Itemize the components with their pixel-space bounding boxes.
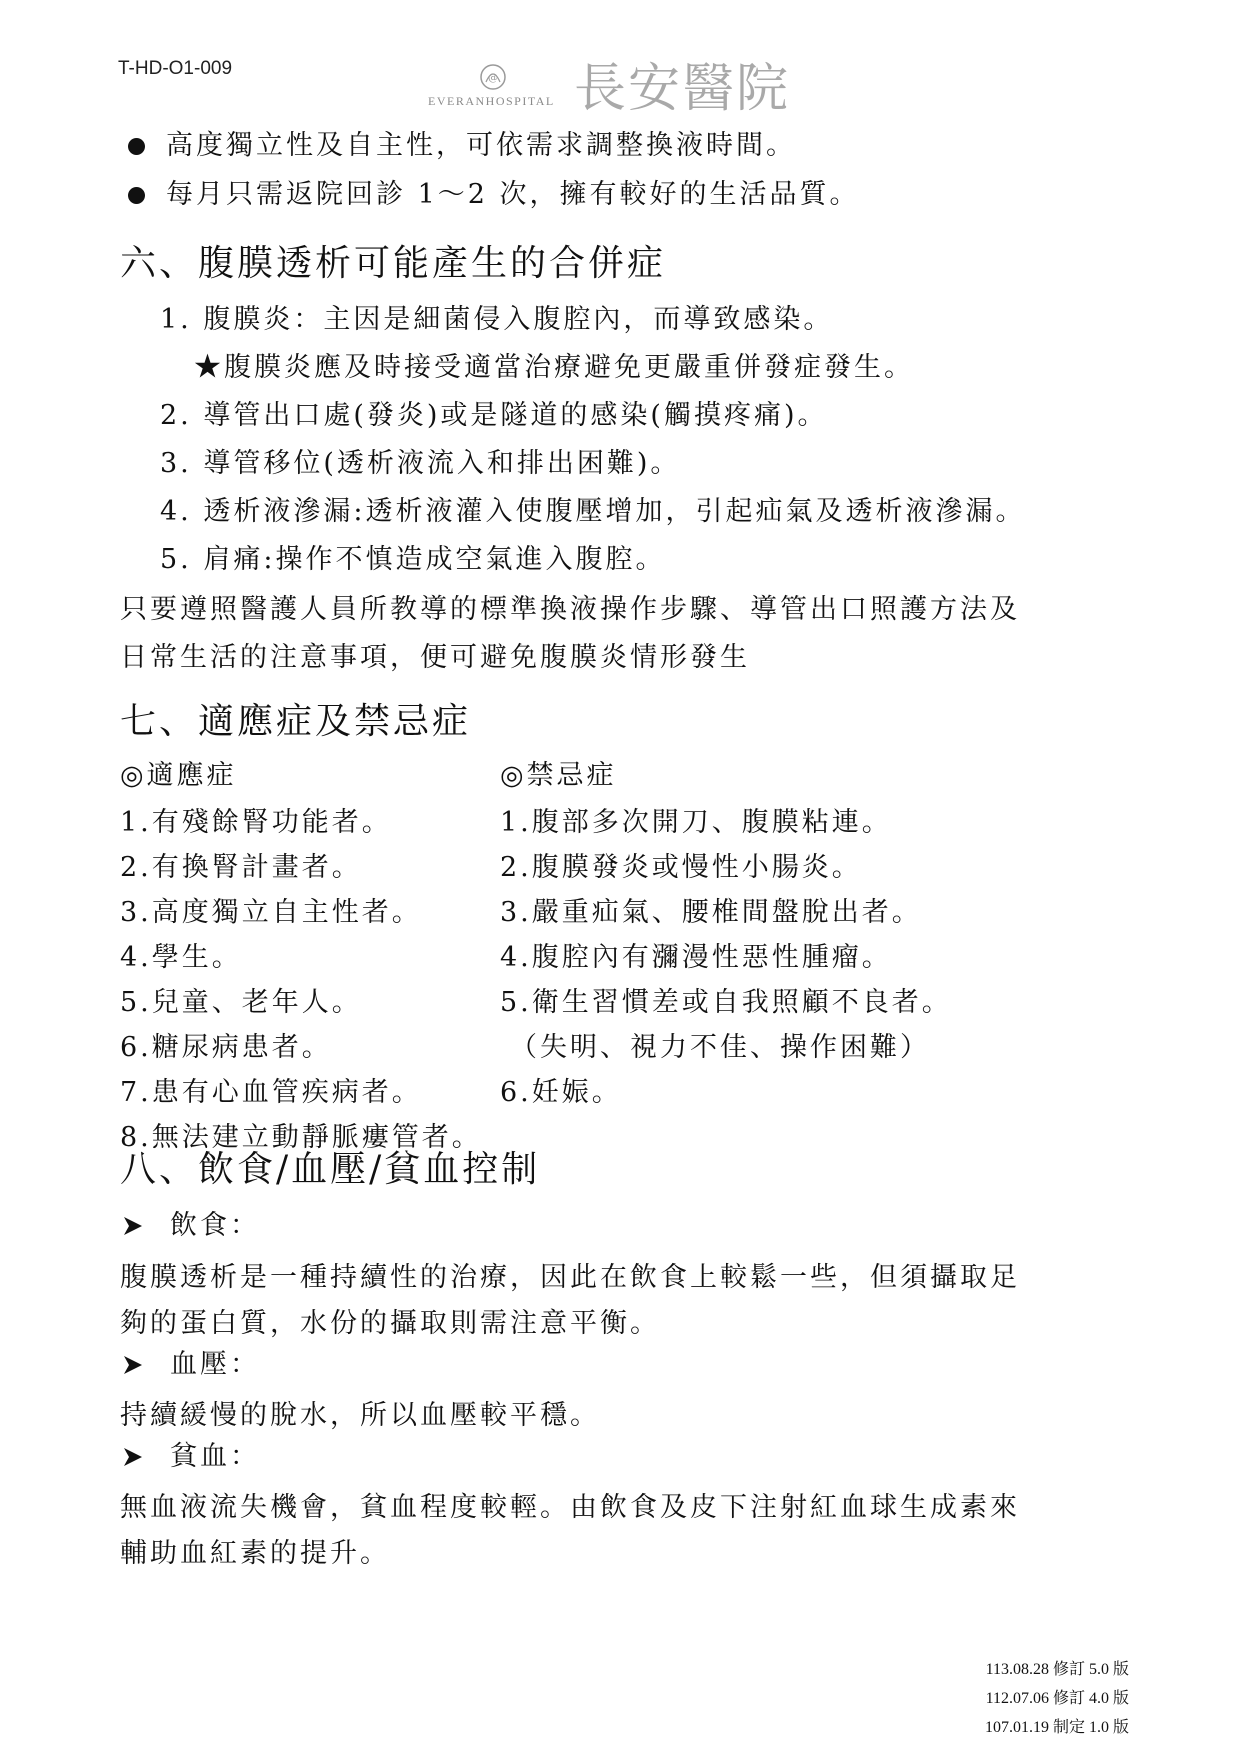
section-8-heading: 八、飲食/血壓/貧血控制 (120, 1149, 541, 1190)
complication-note: ★腹膜炎應及時接受適當治療避免更嚴重併發症發生。 (194, 352, 914, 383)
emblem-text: @ (488, 73, 498, 84)
advantage-item: 高度獨立性及自主性，可依需求調整換液時間。 (166, 130, 796, 161)
complication-item: 3. 導管移位(透析液流入和排出困難)。 (160, 448, 681, 479)
revision-entry: 107.01.19 制定 1.0 版 (984, 1719, 1129, 1736)
revision-entry: 112.07.06 修訂 4.0 版 (985, 1690, 1129, 1707)
section-6-heading: 六、腹膜透析可能產生的合併症 (120, 243, 667, 284)
blood-pressure-label: 血壓： (170, 1349, 260, 1380)
section-7-heading: 七、適應症及禁忌症 (120, 701, 472, 742)
complication-item: 5. 肩痛:操作不慎造成空氣進入腹腔。 (160, 544, 666, 575)
revision-entry: 113.08.28 修訂 5.0 版 (985, 1661, 1129, 1678)
prevention-note: 只要遵照醫護人員所教導的標準換液操作步驟、導管出口照護方法及 (120, 594, 1020, 625)
anemia-label: 貧血： (170, 1441, 260, 1472)
contraindication-item: 1.腹部多次開刀、腹膜粘連。 (500, 807, 892, 838)
contraindication-note: （失明、視力不佳、操作困難） (510, 1032, 930, 1063)
indication-item: 8.無法建立動靜脈瘻管者。 (120, 1122, 482, 1153)
arrow-bullet-icon (122, 1447, 144, 1467)
logo-english-name: EVERANHOSPITAL (428, 94, 555, 108)
contraindication-item: 6.妊娠。 (500, 1077, 622, 1108)
arrow-bullet-icon (122, 1355, 144, 1375)
logo-chinese-name: 長安醫院 (574, 59, 791, 119)
diet-label: 飲食： (170, 1210, 260, 1241)
diet-text: 夠的蛋白質，水份的攝取則需注意平衡。 (120, 1308, 660, 1339)
contraindication-item: 5.衛生習慣差或自我照顧不良者。 (500, 987, 952, 1018)
indications-header: ◎適應症 (120, 760, 237, 791)
document-code: T-HD-O1-009 (118, 58, 233, 79)
indication-item: 4.學生。 (120, 942, 242, 973)
indication-item: 7.患有心血管疾病者。 (120, 1077, 422, 1108)
complication-item: 4. 透析液滲漏:透析液灌入使腹壓增加，引起疝氣及透析液滲漏。 (160, 496, 1026, 527)
blood-pressure-text: 持續緩慢的脫水，所以血壓較平穩。 (120, 1400, 600, 1431)
contraindication-item: 3.嚴重疝氣、腰椎間盤脫出者。 (500, 897, 922, 928)
contraindications-header: ◎禁忌症 (500, 760, 617, 791)
contraindication-item: 2.腹膜發炎或慢性小腸炎。 (500, 852, 862, 883)
bullet-icon (128, 187, 145, 204)
anemia-text: 無血液流失機會，貧血程度較輕。由飲食及皮下注射紅血球生成素來 (120, 1492, 1020, 1523)
indication-item: 5.兒童、老年人。 (120, 987, 362, 1018)
advantage-item: 每月只需返院回診 1～2 次，擁有較好的生活品質。 (166, 179, 860, 210)
indication-item: 3.高度獨立自主性者。 (120, 897, 422, 928)
indication-item: 2.有換腎計畫者。 (120, 852, 362, 883)
indication-item: 6.糖尿病患者。 (120, 1032, 332, 1063)
contraindication-item: 4.腹腔內有瀰漫性惡性腫瘤。 (500, 942, 892, 973)
prevention-note: 日常生活的注意事項，便可避免腹膜炎情形發生 (120, 642, 750, 673)
arrow-bullet-icon (122, 1216, 144, 1236)
diet-text: 腹膜透析是一種持續性的治療，因此在飲食上較鬆一些，但須攝取足 (120, 1262, 1020, 1293)
hospital-emblem-icon (478, 62, 508, 92)
complication-item: 1. 腹膜炎：主因是細菌侵入腹腔內，而導致感染。 (160, 304, 834, 335)
indication-item: 1.有殘餘腎功能者。 (120, 807, 392, 838)
anemia-text: 輔助血紅素的提升。 (120, 1538, 390, 1569)
hospital-logo (428, 56, 828, 122)
bullet-icon (128, 138, 145, 155)
complication-item: 2. 導管出口處(發炎)或是隧道的感染(觸摸疼痛)。 (160, 400, 828, 431)
